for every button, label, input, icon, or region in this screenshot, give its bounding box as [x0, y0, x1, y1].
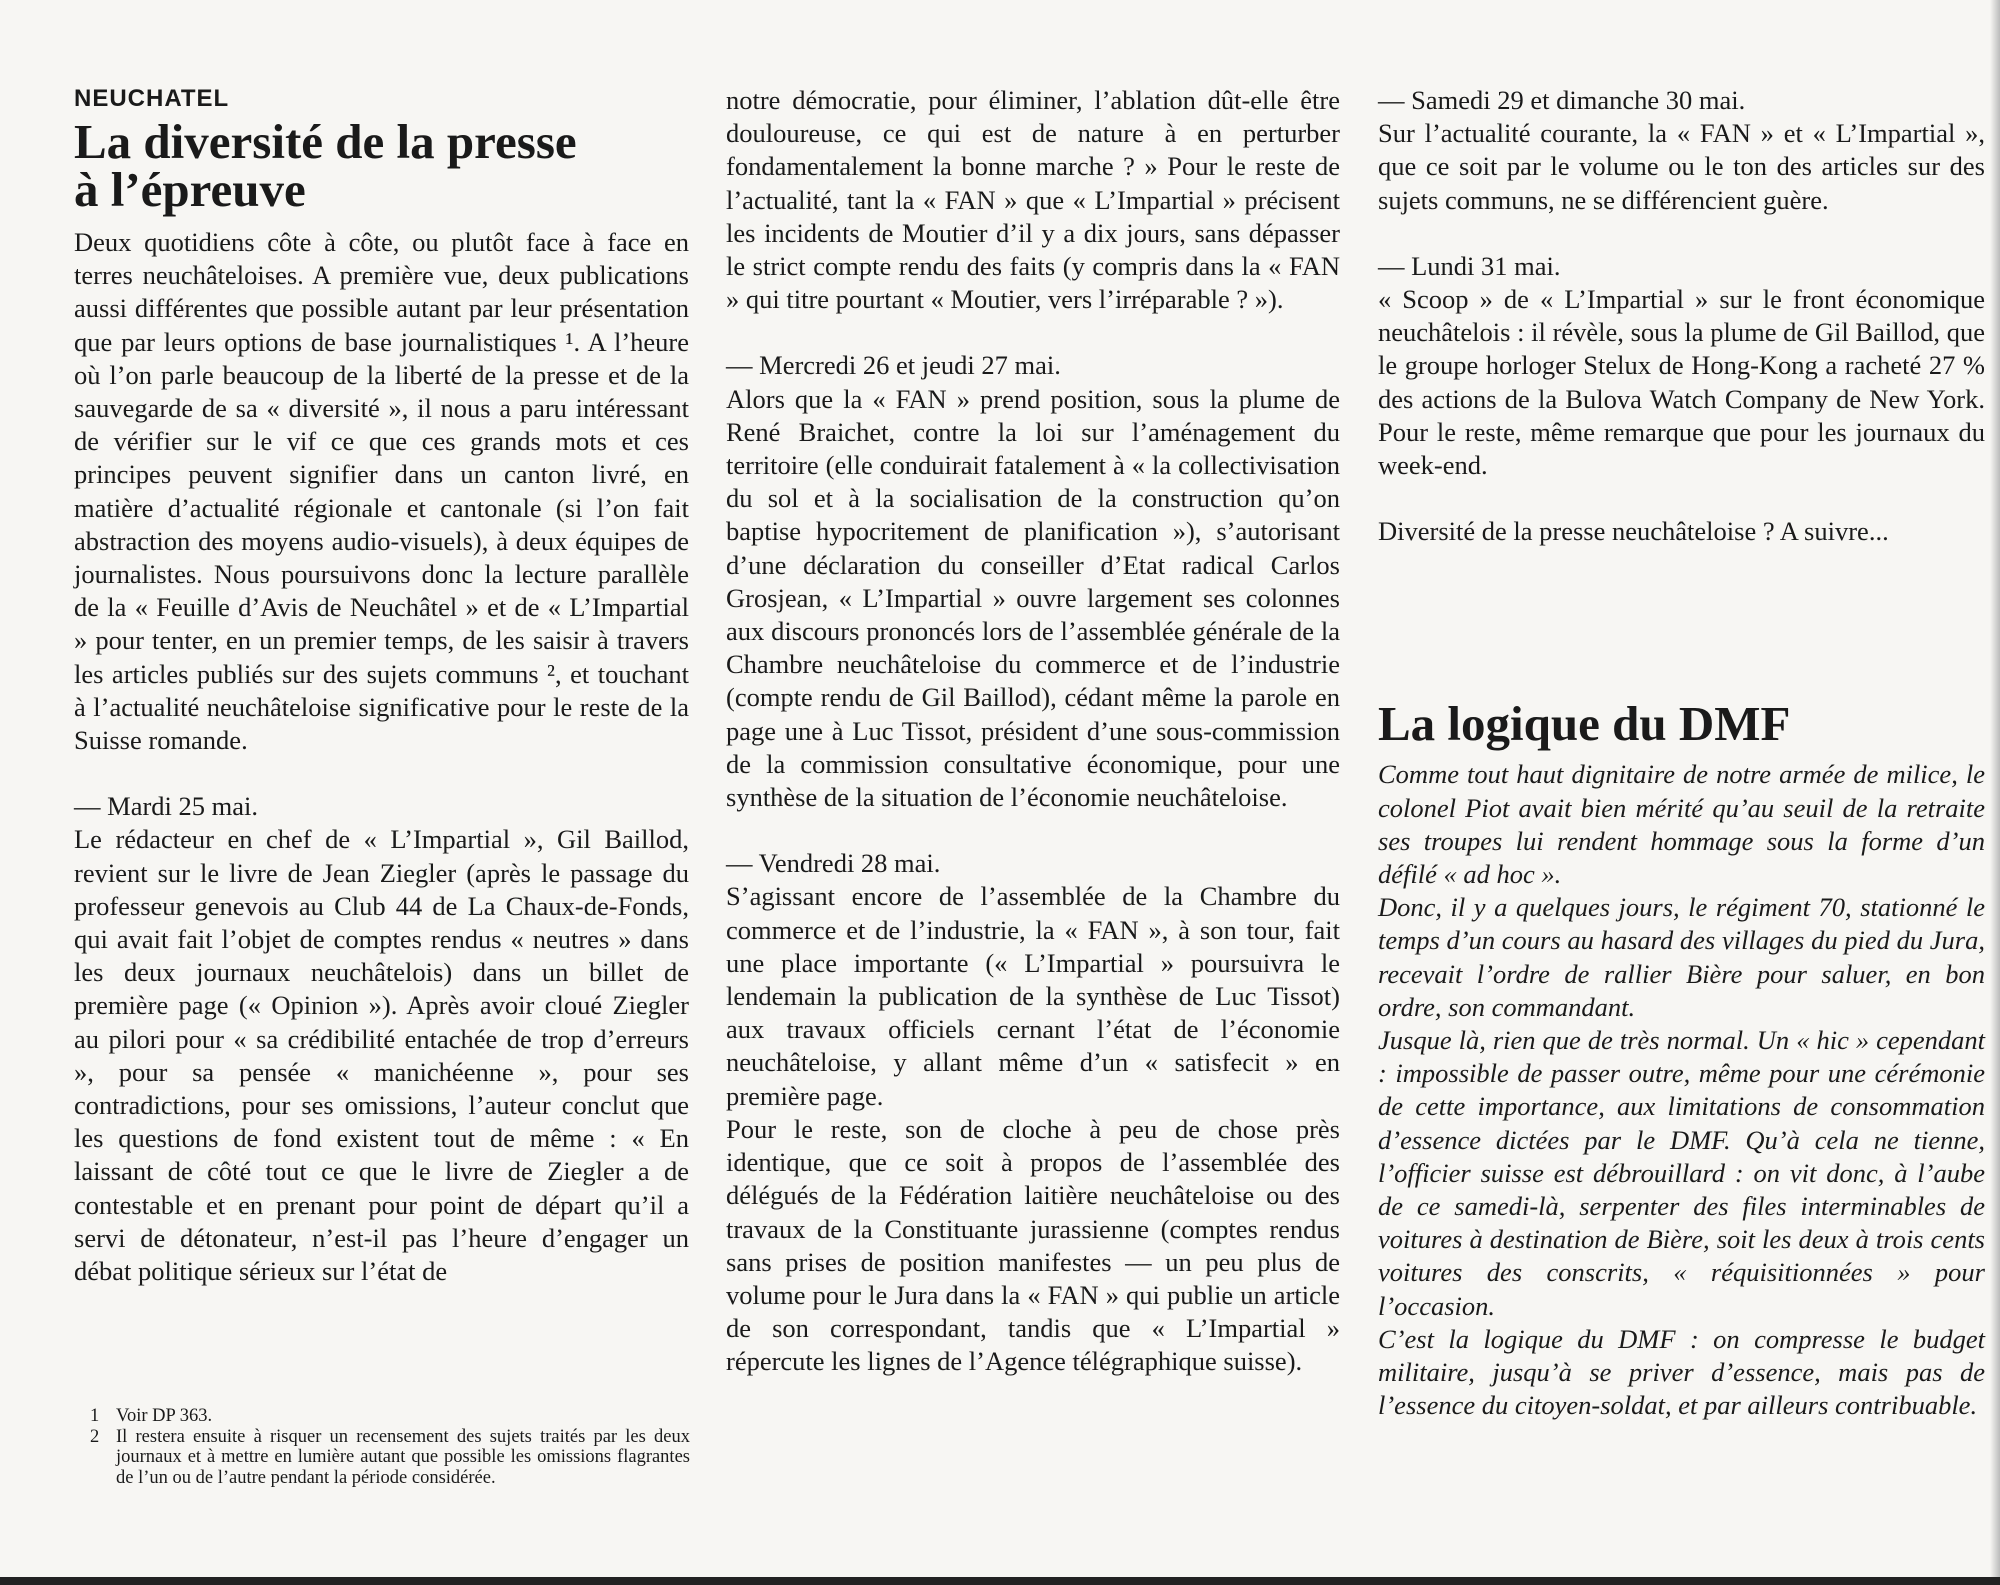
- rubric-label: NEUCHATEL: [74, 85, 230, 112]
- bottom-rule: [0, 1577, 2000, 1585]
- dmf-paragraph-4: C’est la logique du DMF : on compresse le budget militaire, jusqu’à se priver d’essence, mais pas de l’essence du citoyen-soldat, et par ailleurs contribuable.: [1378, 1323, 1985, 1421]
- dateline-mercredi: — Mercredi 26 et jeudi 27 mai.: [726, 350, 1061, 381]
- footnote-2: [90, 1427, 690, 1489]
- paragraph-samedi: Sur l’actualité courante, la « FAN » et « L’Impartial », que ce soit par le volume ou le ton des articles sur des sujets communs, ne se différencient guère.: [1378, 118, 1985, 215]
- headline-line-1: La diversité de la presse: [74, 114, 577, 169]
- paragraph-lundi: « Scoop » de « L’Impartial » sur le front économique neuchâtelois : il révèle, sous la plume de Gil Baillod, que le groupe horloger Stelux de Hong-Kong a racheté 27 % des actions de la Bulova Watch Company de New York. Pour le reste, même remarque que pour les journaux du week-end.: [1378, 284, 1985, 481]
- column-2: [726, 84, 1340, 1379]
- column-1: [74, 84, 689, 1288]
- headline-line-2: à l’épreuve: [74, 162, 306, 217]
- page-edge-shadow: [1990, 0, 2000, 1585]
- paragraph-mardi: Le rédacteur en chef de « L’Impartial », Gil Baillod, revient sur le livre de Jean Ziegler (après le passage du professeur genevois au Club 44 de La Chaux-de-Fonds, qui avait fait l’objet de comptes rendus « neutres » dans les deux journaux neuchâtelois) dans un billet de première page (« Opinion »). Après avoir cloué Ziegler au pilori pour « sa crédibilité entachée de trop d’erreurs », pour sa pensée « manichéenne », pour ses contradictions, pour ses omissions, l’auteur conclut que les questions de fond existent tout de même : « En laissant de côté tout ce que le livre de Ziegler a de contestable et en prenant pour point de départ qu’il a servi de détonateur, n’est-il pas l’heure d’engager un débat politique sérieux sur l’état de: [74, 824, 689, 1287]
- paragraph-vendredi-2: Pour le reste, son de cloche à peu de chose près identique, que ce soit à propos de l’assemblée des délégués de la Fédération laitière neuchâteloise ou des travaux de la Constituante jurassienne (comptes rendus sans prises de position manifestes — un peu plus de volume pour le Jura dans la « FAN » qui publie un article de son correspondant, tandis que « L’Impartial » répercute les lignes de l’Agence télégraphique suisse).: [726, 1113, 1340, 1377]
- footnote-1: [90, 1406, 690, 1427]
- paragraph-mercredi: Alors que la « FAN » prend position, sous la plume de René Braichet, contre la loi sur l’aménagement du territoire (elle conduirait fatalement à « la collectivisation du sol et à la socialisation de la construction qu’on baptise hypocritement de planification »), s’autorisant d’une déclaration du conseiller d’Etat radical Carlos Grosjean, « L’Impartial » ouvre largement ses colonnes aux discours prononcés lors de l’assemblée générale de la Chambre neuchâteloise du commerce et de l’industrie (compte rendu de Gil Baillod), cédant même la parole en page une à Luc Tissot, président d’une sous-commission de la commission consultative économique, pour une synthèse de la situation de l’économie neuchâteloise.: [726, 383, 1340, 813]
- footnote-mark: 1: [90, 1406, 100, 1426]
- second-article-headline: La logique du DMF: [1378, 696, 1791, 752]
- column-3: [1378, 84, 1985, 1423]
- dateline-vendredi: — Vendredi 28 mai.: [726, 848, 941, 879]
- dmf-paragraph-1: Comme tout haut dignitaire de notre armée de milice, le colonel Piot avait bien mérité qu’au seuil de la retraite ses troupes lui rendent hommage sous la forme d’un défilé « ad hoc ».: [1378, 759, 1985, 890]
- paragraph-continuation: notre démocratie, pour éliminer, l’ablation dût-elle être douloureuse, ce qui est de nature à en perturber fondamentalement la bonne marche ? » Pour le reste de l’actualité, tant la « FAN » que « L’Impartial » précisent les incidents de Moutier d’il y a dix jours, sans dépasser le strict compte rendu des faits (y compris dans la « FAN » qui titre pourtant « Moutier, vers l’irréparable ? »).: [726, 85, 1340, 315]
- dateline-samedi: — Samedi 29 et dimanche 30 mai.: [1378, 85, 1746, 115]
- closing-line: Diversité de la presse neuchâteloise ? A suivre...: [1378, 516, 1889, 547]
- footnote-text: Il restera ensuite à risquer un recensement des sujets traités par les deux journaux et à mettre en lumière autant que possible les omissions flagrantes de l’un ou de l’autre pendant la période considérée.: [116, 1426, 690, 1488]
- footnotes: [90, 1406, 690, 1488]
- dmf-paragraph-3: Jusque là, rien que de très normal. Un « hic » cependant : impossible de passer outre, même pour une cérémonie de cette importance, aux limitations de consommation d’essence dictées par le DMF. Qu’à cela ne tienne, l’officier suisse est débrouillard : on vit donc, à l’aube de ce samedi-là, serpenter des files interminables de voitures à destination de Bière, soit les deux à trois cents voitures des conscrits, « réquisitionnées » pour l’occasion.: [1378, 1025, 1985, 1321]
- footnote-text: Voir DP 363.: [116, 1406, 213, 1426]
- article-intro: Deux quotidiens côte à côte, ou plutôt face à face en terres neuchâteloises. A première vue, deux publications aussi différentes que possible autant par leur présentation que par leurs options de base journalistiques ¹. A l’heure où l’on parle beaucoup de la liberté de la presse et de la sauvegarde de sa « diversité », il nous a paru intéressant de vérifier sur le vif ce que ces grands mots et ces principes peuvent signifier dans un canton livré, en matière d’actualité régionale et cantonale (si l’on fait abstraction des moyens audio-visuels), à deux équipes de journalistes. Nous poursuivons donc la lecture parallèle de la « Feuille d’Avis de Neuchâtel » et de « L’Impartial » pour tenter, en un premier temps, de les saisir à travers les articles publiés sur des sujets communs ², et touchant à l’actualité neuchâteloise significative pour le reste de la Suisse romande.: [74, 227, 689, 756]
- footnote-mark: 2: [90, 1426, 100, 1447]
- dmf-paragraph-2: Donc, il y a quelques jours, le régiment 70, stationné le temps d’un cours au hasard des villages du pied du Jura, recevait l’ordre de rallier Bière pour saluer, en bon ordre, son commandant.: [1378, 892, 1985, 1022]
- paragraph-vendredi: S’agissant encore de l’assemblée de la Chambre du commerce et de l’industrie, la « FAN », à son tour, fait une place importante (« L’Impartial » poursuivra le lendemain la publication de la synthèse de Luc Tissot) aux travaux officiels cernant l’état de l’économie neuchâteloise, y allant même d’un « satisfecit » en première page.: [726, 881, 1340, 1111]
- dateline-lundi: — Lundi 31 mai.: [1378, 250, 1561, 281]
- dateline-mardi: — Mardi 25 mai.: [74, 791, 258, 822]
- article-headline: [74, 114, 689, 217]
